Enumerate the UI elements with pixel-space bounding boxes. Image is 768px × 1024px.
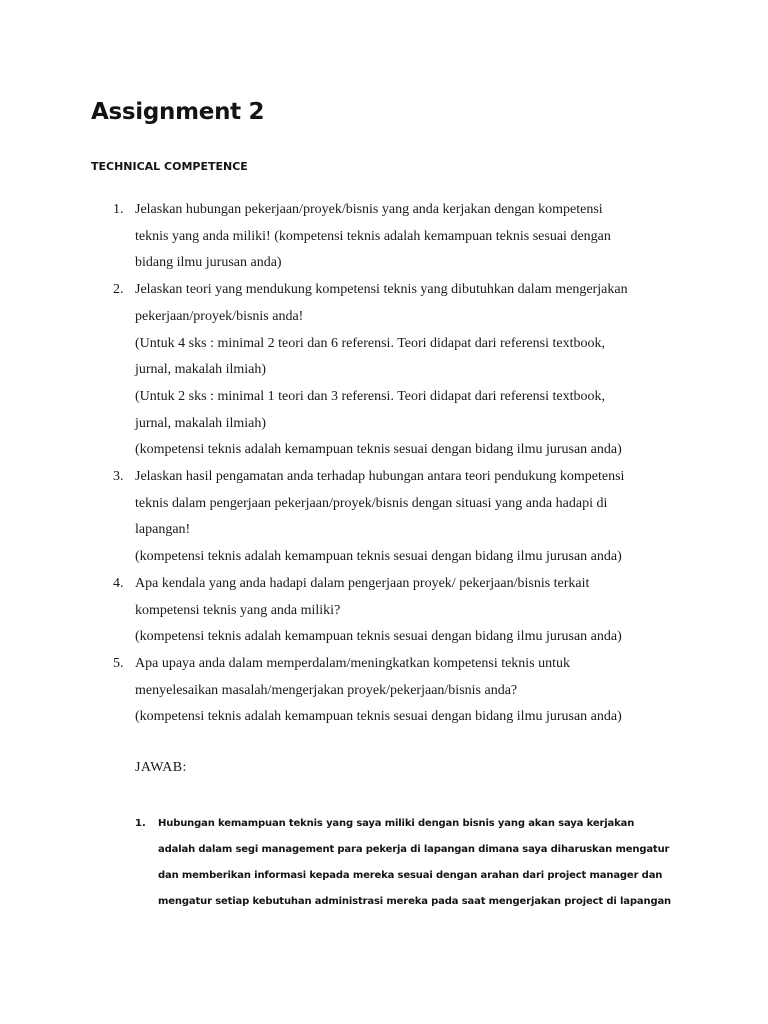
question-text-line: (kompetensi teknis adalah kemampuan teknis sesuai dengan bidang ilmu jurusan anda) (135, 549, 622, 565)
question-item (0, 197, 768, 277)
document-title: Assignment 2 (91, 99, 265, 125)
question-number: 4. (113, 575, 124, 591)
question-text-line: Jelaskan teori yang mendukung kompetensi teknis yang dibutuhkan dalam mengerjakan (135, 282, 628, 298)
question-text-line: pekerjaan/proyek/bisnis anda! (135, 308, 304, 324)
question-item (0, 277, 768, 464)
question-item (0, 651, 768, 731)
question-text-line: kompetensi teknis yang anda miliki? (135, 602, 341, 618)
question-number: 2. (113, 282, 124, 298)
answer-label: JAWAB: (135, 760, 187, 775)
question-text-line: menyelesaikan masalah/mengerjakan proyek/pekerjaan/bisnis anda? (135, 682, 518, 698)
question-text-line: bidang ilmu jurusan anda) (135, 255, 282, 271)
question-text-line: (kompetensi teknis adalah kemampuan teknis sesuai dengan bidang ilmu jurusan anda) (135, 629, 622, 645)
question-text-line: jurnal, makalah ilmiah) (135, 415, 267, 431)
answer-text-line: dan memberikan informasi kepada mereka sesuai dengan arahan dari project manager dan (158, 870, 663, 881)
question-number: 5. (113, 655, 124, 671)
answer-number: 1. (135, 818, 146, 829)
question-text-line: (kompetensi teknis adalah kemampuan teknis sesuai dengan bidang ilmu jurusan anda) (135, 442, 622, 458)
question-text-line: Apa kendala yang anda hadapi dalam pengerjaan proyek/ pekerjaan/bisnis terkait (135, 575, 590, 591)
question-text-line: Jelaskan hasil pengamatan anda terhadap hubungan antara teori pendukung kompetensi (135, 469, 625, 485)
question-text-line: (Untuk 2 sks : minimal 1 teori dan 3 referensi. Teori didapat dari referensi textbook, (135, 388, 605, 404)
question-number: 3. (113, 469, 124, 485)
answer-text-line: adalah dalam segi management para pekerja di lapangan dimana saya diharuskan mengatur (158, 844, 670, 855)
answer-text-line: mengatur setiap kebutuhan administrasi mereka pada saat mengerjakan project di lapangan (158, 896, 672, 907)
question-item (0, 464, 768, 571)
question-text-line: Apa upaya anda dalam memperdalam/meningkatkan kompetensi teknis untuk (135, 655, 571, 671)
question-text-line: teknis yang anda miliki! (kompetensi teknis adalah kemampuan teknis sesuai dengan (135, 228, 611, 244)
question-number: 1. (113, 202, 124, 217)
question-list (0, 197, 768, 731)
answer-text-line: Hubungan kemampuan teknis yang saya miliki dengan bisnis yang akan saya kerjakan (158, 818, 635, 829)
answer-item (0, 811, 768, 915)
question-text-line: teknis dalam pengerjaan pekerjaan/proyek/bisnis dengan situasi yang anda hadapi di (135, 495, 608, 511)
question-item (0, 571, 768, 651)
question-text-line: lapangan! (135, 522, 191, 538)
question-text-line: (kompetensi teknis adalah kemampuan teknis sesuai dengan bidang ilmu jurusan anda) (135, 709, 622, 725)
question-text-line: jurnal, makalah ilmiah) (135, 362, 267, 378)
question-text-line: (Untuk 4 sks : minimal 2 teori dan 6 referensi. Teori didapat dari referensi textbook, (135, 335, 605, 351)
answer-list (0, 811, 768, 915)
section-heading: TECHNICAL COMPETENCE (91, 160, 248, 173)
question-text-line: Jelaskan hubungan pekerjaan/proyek/bisnis yang anda kerjakan dengan kompetensi (135, 202, 603, 217)
